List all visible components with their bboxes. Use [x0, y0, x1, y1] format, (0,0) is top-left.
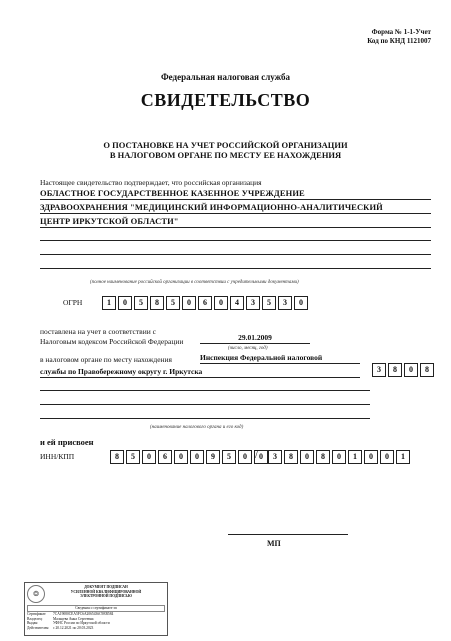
kpp-digit-box: 0 [332, 450, 346, 464]
knd-code: Код по КНД 1121007 [367, 37, 431, 45]
ogrn-digit-box: 0 [182, 296, 196, 310]
subtitle-line-1: О ПОСТАНОВКЕ НА УЧЕТ РОССИЙСКОЙ ОРГАНИЗАЦИИ [103, 140, 348, 150]
tax-code-digit-box: 8 [420, 363, 434, 377]
ogrn-digit-box: 0 [214, 296, 228, 310]
registration-line-1: поставлена на учет в соответствии с [40, 327, 156, 336]
inn-digit-box: 0 [190, 450, 204, 464]
document-subtitle [0, 140, 451, 160]
form-meta [367, 28, 431, 46]
blank-line [40, 418, 370, 419]
stamp-row-value: Мальцева Анна Сергеевна [53, 616, 94, 621]
kpp-boxes [268, 450, 412, 464]
tax-code-digit-box: 3 [372, 363, 386, 377]
tax-code-digit-box: 8 [388, 363, 402, 377]
inn-digit-box: 9 [206, 450, 220, 464]
inn-digit-box: 0 [238, 450, 252, 464]
org-name-line-1: ОБЛАСТНОЕ ГОСУДАРСТВЕННОЕ КАЗЕННОЕ УЧРЕЖДЕНИЕ [40, 187, 431, 200]
intro-text: Настоящее свидетельство подтверждает, что российская организация [40, 178, 262, 187]
stamp-header [47, 585, 165, 599]
ogrn-boxes [102, 296, 310, 310]
stamp-row-key: Владелец: [27, 616, 43, 621]
inn-digit-box: 0 [254, 450, 268, 464]
subtitle-line-2: В НАЛОГОВОМ ОРГАНЕ ПО МЕСТУ ЕЕ НАХОЖДЕНИЯ [109, 150, 342, 160]
kpp-digit-box: 0 [380, 450, 394, 464]
ogrn-digit-box: 4 [230, 296, 244, 310]
inn-digit-box: 0 [142, 450, 156, 464]
inn-kpp-separator: / [255, 450, 258, 461]
document-title: СВИДЕТЕЛЬСТВО [140, 90, 311, 110]
e-signature-stamp [24, 582, 168, 636]
ogrn-digit-box: 1 [102, 296, 116, 310]
form-number: Форма № 1-1-Учет [371, 28, 431, 36]
stamp-row [27, 626, 165, 631]
ogrn-digit-box: 5 [134, 296, 148, 310]
inn-digit-box: 5 [126, 450, 140, 464]
tax-office-caption: (наименование налогового органа и его код) [150, 425, 244, 430]
ogrn-digit-box: 3 [246, 296, 260, 310]
kpp-digit-box: 0 [300, 450, 314, 464]
org-name-line-2: ЗДРАВООХРАНЕНИЯ "МЕДИЦИНСКИЙ ИНФОРМАЦИОННО-АНАЛИТИЧЕСКИЙ [40, 201, 431, 214]
tax-office-label: в налоговом органе по месту нахождения [40, 355, 173, 364]
blank-line [40, 240, 431, 241]
kpp-digit-box: 1 [348, 450, 362, 464]
stamp-rows [27, 612, 165, 630]
stamp-row-key: Выдан: [27, 621, 39, 626]
ogrn-digit-box: 0 [118, 296, 132, 310]
ogrn-digit-box: 5 [166, 296, 180, 310]
org-name-line-3: ЦЕНТР ИРКУТСКОЙ ОБЛАСТИ" [40, 215, 431, 228]
stamp-row-key: Действителен: [27, 625, 50, 630]
tax-code-digit-box: 0 [404, 363, 418, 377]
blank-line [40, 254, 431, 255]
kpp-digit-box: 1 [396, 450, 410, 464]
emblem-icon: ❂ [27, 585, 45, 603]
date-caption: (число, месяц, год) [228, 346, 268, 351]
kpp-digit-box: 8 [316, 450, 330, 464]
stamp-row-value: 7CA19080CEA5FC6A2065436C9EB584 [53, 612, 114, 616]
stamp-cert-header: Сведения о сертификате эп [27, 605, 165, 612]
tax-office-name-line-1: Инспекция Федеральной налоговой [200, 353, 360, 364]
ogrn-digit-box: 8 [150, 296, 164, 310]
kpp-digit-box: 8 [284, 450, 298, 464]
stamp-row-value: с 20.12.2021 по 20.03.2023 [53, 625, 94, 630]
blank-line [40, 268, 431, 269]
tax-office-code-boxes [372, 363, 436, 377]
agency-name: Федеральная налоговая служба [160, 72, 291, 82]
stamp-row-key: Сертификат: [27, 612, 47, 616]
ogrn-digit-box: 3 [278, 296, 292, 310]
ogrn-label: ОГРН [63, 298, 83, 307]
assigned-label: и ей присвоен [40, 437, 94, 447]
tax-office-name-line-2: службы по Правобережному округу г. Иркутска [40, 367, 360, 378]
inn-digit-box: 8 [110, 450, 124, 464]
kpp-digit-box: 0 [364, 450, 378, 464]
stamp-header-line-1: ДОКУМЕНТ ПОДПИСАН [84, 585, 128, 589]
signature-line [228, 534, 348, 535]
stamp-header-line-3: ЭЛЕКТРОННОЙ ПОДПИСЬЮ [80, 594, 132, 599]
stamp-row-value: УФНС России по Иркутской области [53, 621, 110, 626]
inn-boxes [110, 450, 270, 464]
ogrn-digit-box: 5 [262, 296, 276, 310]
registration-date: 29.01.2009 [200, 333, 310, 344]
ogrn-digit-box: 6 [198, 296, 212, 310]
ogrn-digit-box: 0 [294, 296, 308, 310]
inn-digit-box: 5 [222, 450, 236, 464]
registration-line-2: Налоговым кодексом Российской Федерации [40, 337, 184, 346]
inn-digit-box: 0 [174, 450, 188, 464]
kpp-digit-box: 3 [268, 450, 282, 464]
org-name-caption: (полное наименование российской организации в соответствии с учредительными документами) [90, 280, 299, 285]
inn-kpp-label: ИНН/КПП [40, 452, 75, 461]
inn-digit-box: 6 [158, 450, 172, 464]
stamp-header-line-2: УСИЛЕННОЙ КВАЛИФИЦИРОВАННОЙ [70, 589, 142, 594]
blank-line [40, 404, 370, 405]
blank-line [40, 390, 370, 391]
mp-label: МП [267, 539, 281, 548]
